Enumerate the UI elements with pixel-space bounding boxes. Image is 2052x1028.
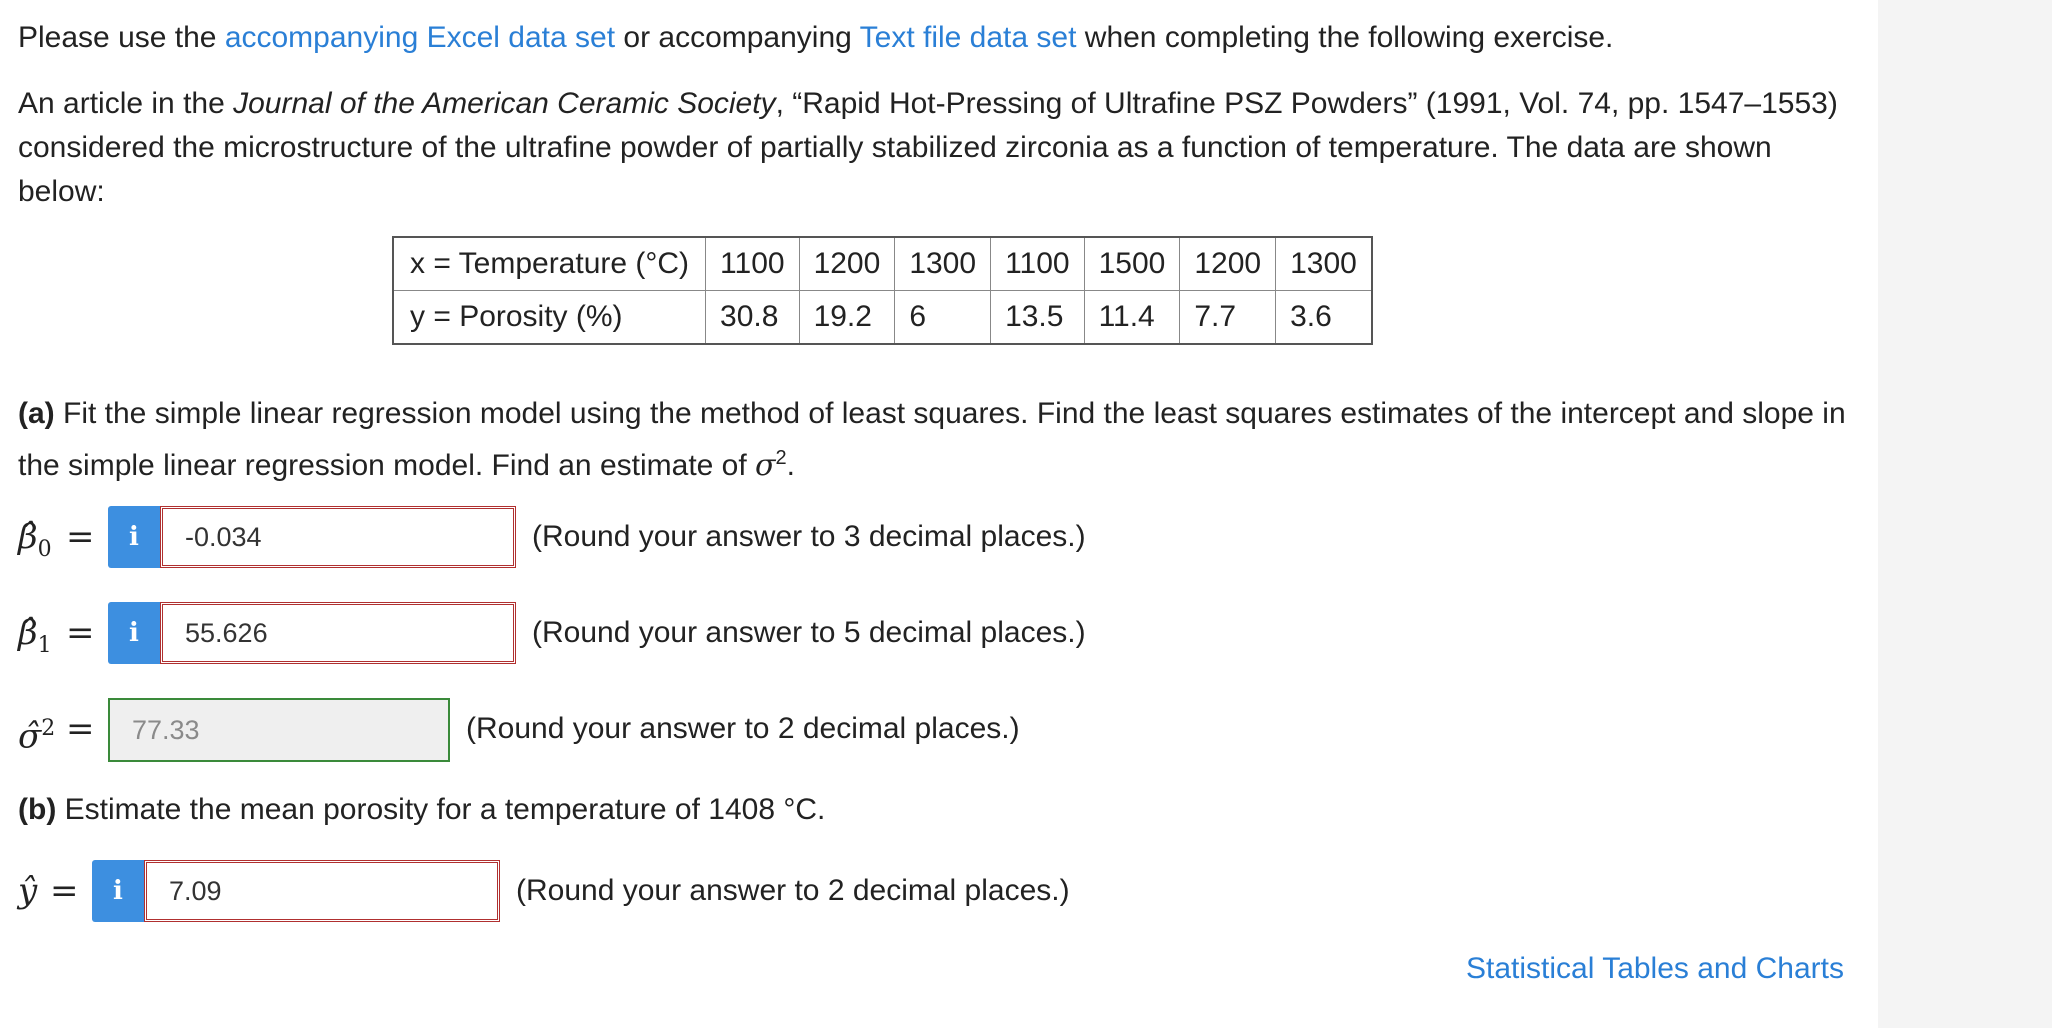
x-label-cell: x = Temperature (°C) [393,237,706,291]
x-value-cell: 1300 [1276,237,1372,291]
y-label-cell: y = Porosity (%) [393,291,706,345]
info-icon[interactable]: i [108,506,160,568]
table-row-porosity [393,291,1372,345]
part-a-label: (a) [18,397,55,430]
sigma2-answer-row [0,698,1200,760]
x-value-cell: 1100 [706,237,800,291]
yhat-input-wrapper [144,860,500,922]
yhat-input[interactable] [147,863,497,919]
y-value-cell: 3.6 [1276,291,1372,345]
y-value-cell: 11.4 [1084,291,1180,345]
sigma2-value: 77.33 [132,715,200,745]
beta1-answer-row [0,602,1200,664]
sigma-hat-glyph: σ̂ [18,716,42,757]
beta0-symbol [18,506,68,568]
part-a-text: Fit the simple linear regression model using the method of least squares. Find the least squares estimates of the intercept and slope in the simple linear regression model. Find an estimate of [18,397,1846,482]
article-prefix: An article in the [18,87,234,120]
sigma2-round-hint: (Round your answer to 2 decimal places.) [466,712,1020,745]
beta1-symbol [18,602,68,664]
beta1-subscript: 1 [37,632,52,658]
x-value-cell: 1300 [895,237,991,291]
x-value-cell: 1100 [991,237,1085,291]
beta0-round-hint: (Round your answer to 3 decimal places.) [532,520,1086,553]
beta0-answer-row [0,506,1200,568]
intro-suffix: when completing the following exercise. [1076,21,1614,54]
yhat-answer-row [0,860,1200,922]
y-value-cell: 30.8 [706,291,800,345]
x-value-cell: 1200 [1180,237,1276,291]
beta-hat-glyph: β̂ [18,613,38,653]
journal-name: Journal of the American Ceramic Society [233,87,776,120]
beta0-input[interactable] [163,509,513,565]
y-value-cell: 6 [895,291,991,345]
text-file-data-link[interactable]: Text file data set [859,21,1077,54]
x-value-cell: 1500 [1084,237,1180,291]
yhat-symbol: ŷ [18,871,38,911]
beta1-round-hint: (Round your answer to 5 decimal places.) [532,616,1086,649]
part-a-period: . [786,449,795,482]
y-value-cell: 19.2 [799,291,895,345]
sigma2-symbol [18,698,68,760]
equals-sign: = [50,871,79,911]
beta1-input[interactable] [163,605,513,661]
equals-sign: = [66,517,95,557]
intro-middle: or accompanying [615,21,860,54]
beta-hat-glyph: β̂ [18,517,38,557]
beta1-input-wrapper [160,602,516,664]
article-suffix: , “Rapid Hot-Pressing of Ultrafine PSZ Powders” (1991, Vol. 74, pp. 1547–1553) considered the microstructure of the ultrafine powder of partially stabilized zirconia as a function of temperature. The data are shown below: [18,87,1838,208]
part-a-question [18,392,1858,488]
statistical-tables-link[interactable]: Statistical Tables and Charts [1466,952,1844,985]
part-b-label: (b) [18,793,57,826]
data-table [392,236,1373,345]
beta0-subscript: 0 [37,536,52,562]
yhat-round-hint: (Round your answer to 2 decimal places.) [516,874,1070,907]
y-value-cell: 7.7 [1180,291,1276,345]
excel-data-link[interactable]: accompanying Excel data set [224,21,616,54]
sigma2-superscript: 2 [41,716,56,741]
info-icon[interactable]: i [108,602,160,664]
equals-sign: = [66,613,95,653]
article-paragraph [18,82,1858,214]
intro-paragraph [18,16,1858,60]
x-value-cell: 1200 [799,237,895,291]
y-value-cell: 13.5 [991,291,1085,345]
sigma2-answer-field [108,698,450,762]
part-b-question [18,788,1858,832]
info-icon[interactable]: i [92,860,144,922]
table-row-temperature [393,237,1372,291]
intro-prefix: Please use the [18,21,225,54]
sigma-symbol: σ [755,448,776,483]
sigma-exponent: 2 [775,447,787,469]
equals-sign: = [66,709,95,749]
beta0-input-wrapper [160,506,516,568]
part-b-text: Estimate the mean porosity for a temperature of 1408 °C. [56,793,826,826]
